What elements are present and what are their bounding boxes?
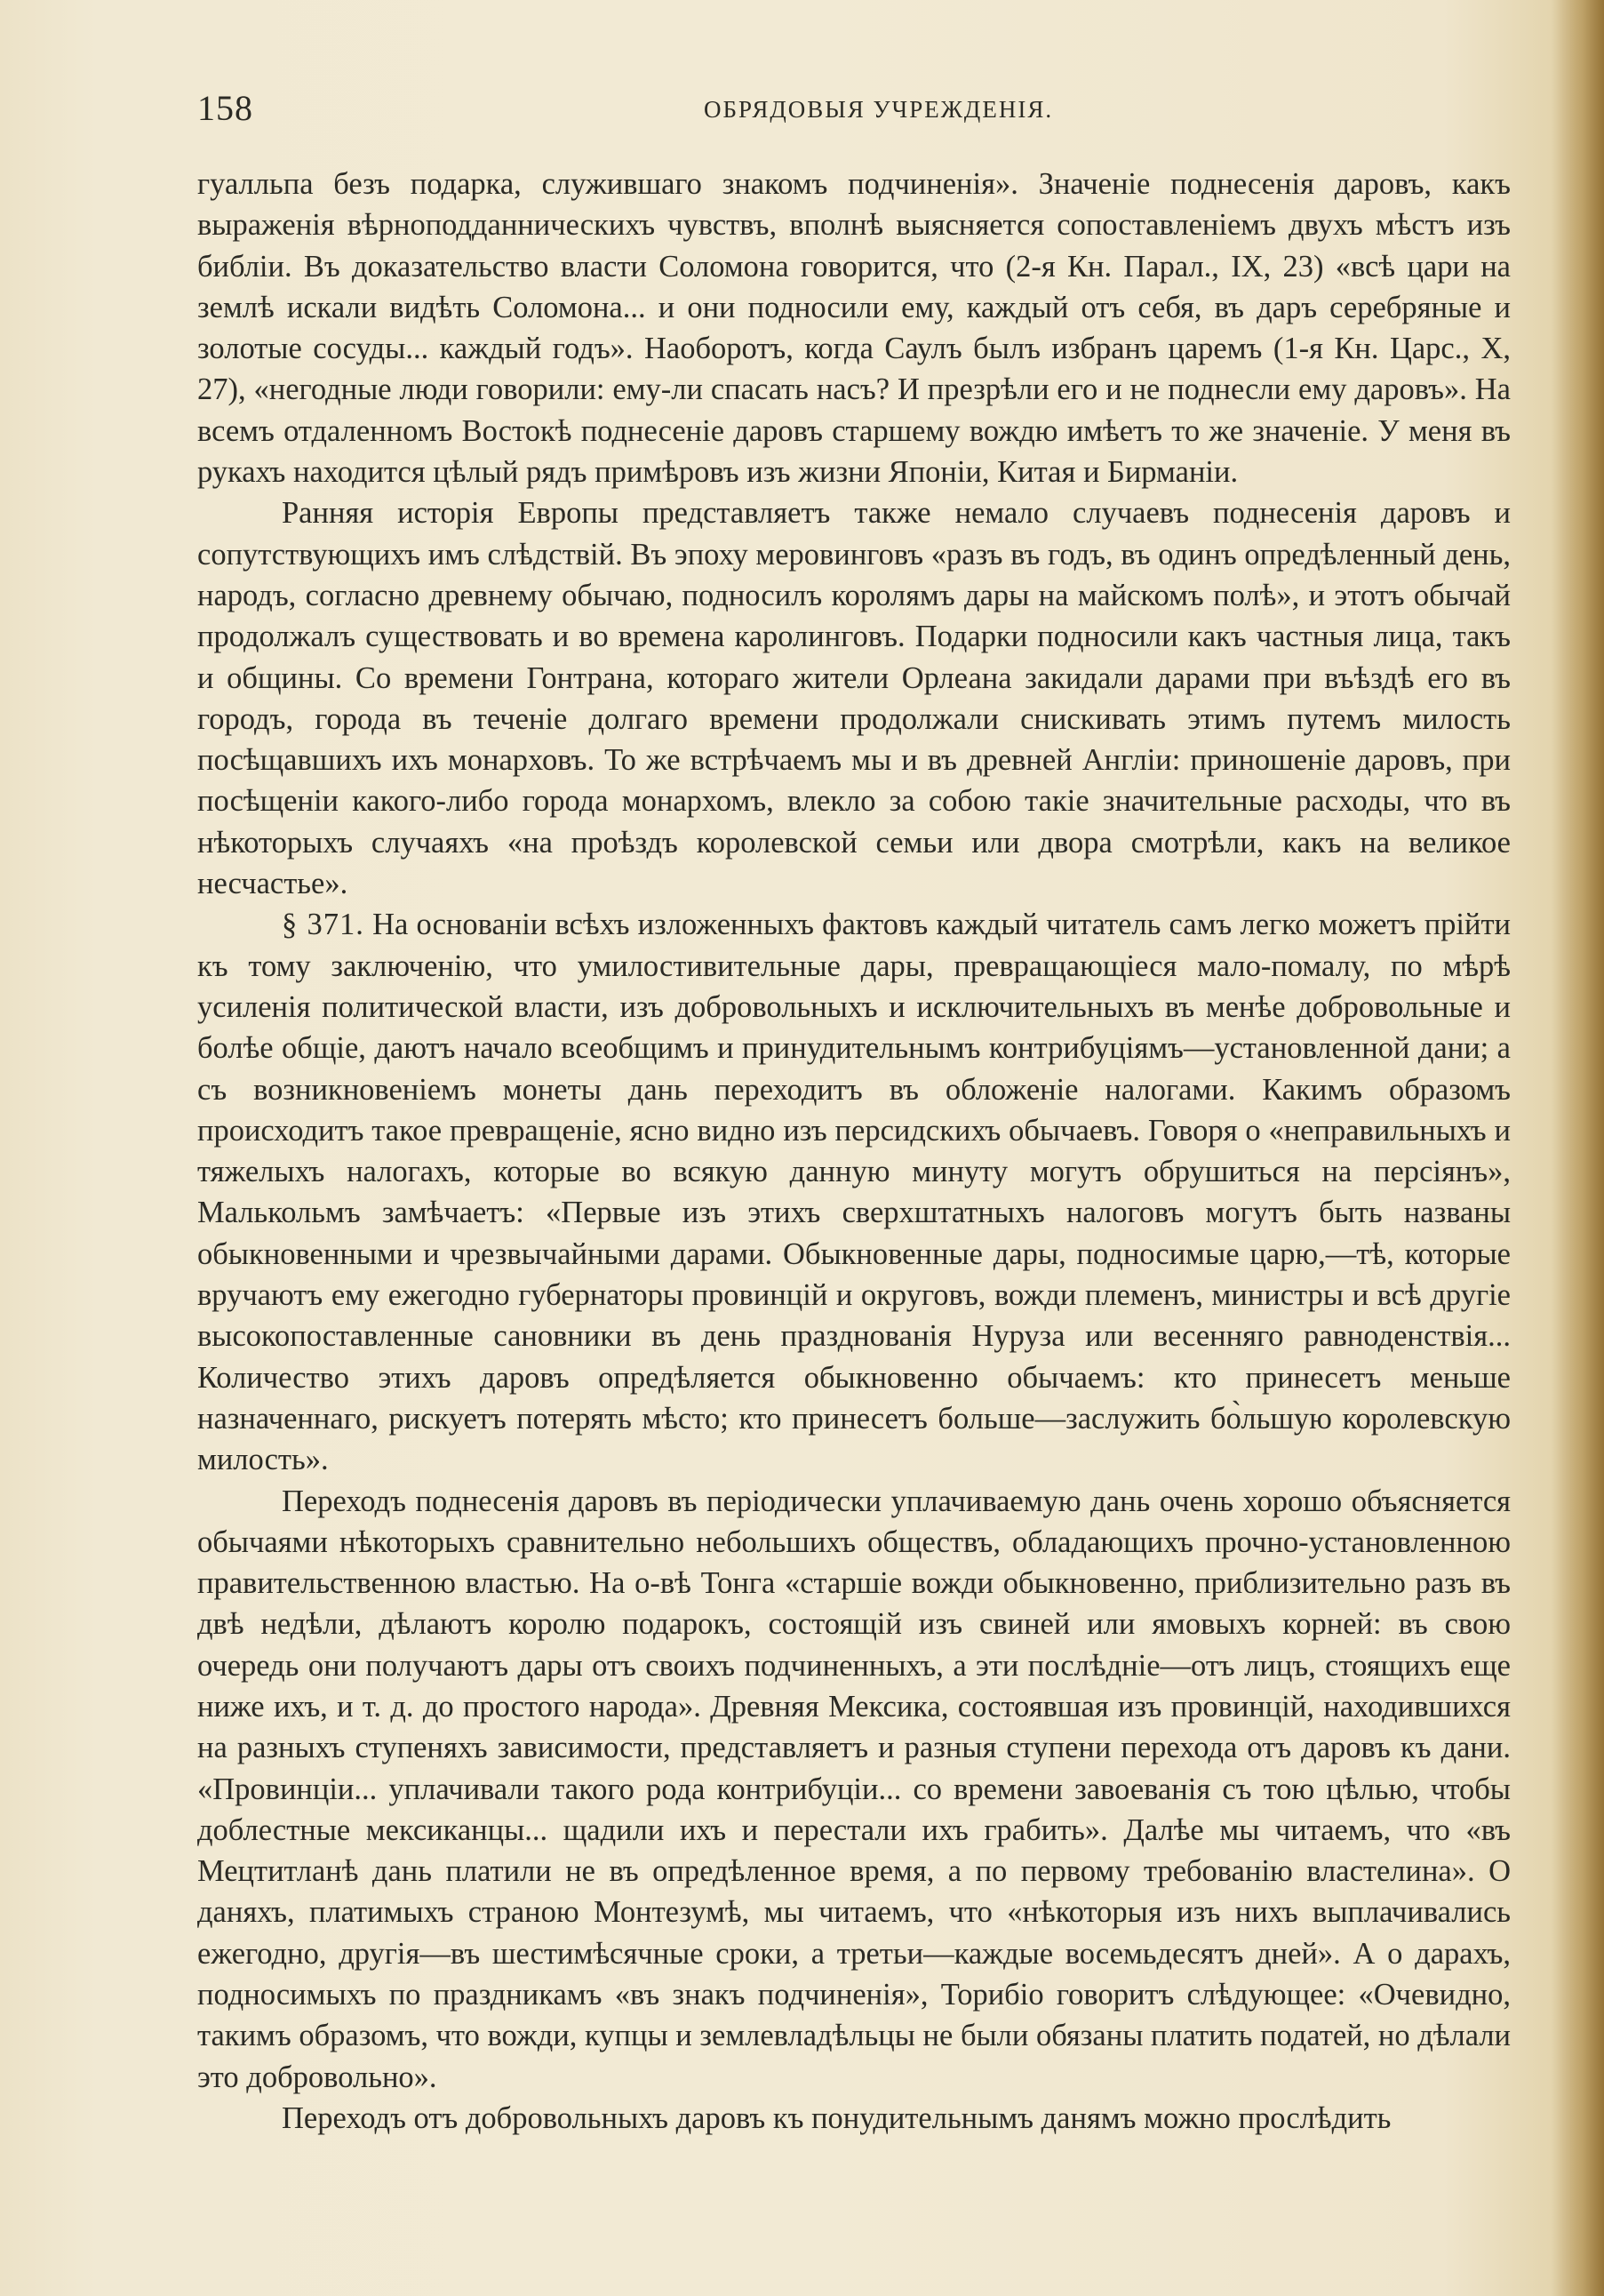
text-body — [197, 164, 1511, 2139]
paragraph — [197, 1481, 1511, 2098]
paragraph — [197, 2098, 1511, 2139]
paragraph-text: Ранняя исторія Европы представляетъ также немало случаевъ поднесенія даровъ и сопутствующихъ имъ слѣдствій. Въ эпоху меровинговъ «разъ въ годъ, въ одинъ опредѣленный день, народъ, согласно древнему обычаю, подносилъ королямъ дары на майскомъ полѣ», и этотъ обычай продолжалъ существовать и во времена каролинговъ. Подарки подносили какъ частныя лица, такъ и общины. Со времени Гонтрана, котораго жители Орлеана закидали дарами при въѣздѣ его въ городъ, города въ теченіе долгаго времени продолжали снискивать этимъ путемъ милость посѣщавшихъ ихъ монарховъ. То же встрѣчаемъ мы и въ древней Англіи: приношеніе даровъ, при посѣщеніи какого-либо города монархомъ, влекло за собою такіе значительные расходы, что въ нѣкоторыхъ случаяхъ «на проѣздъ королевской семьи или двора смотрѣли, какъ на великое несчастье». — [197, 496, 1511, 901]
paragraph — [197, 164, 1511, 492]
paragraph-text: гуалльпа безъ подарка, служившаго знакомъ подчиненія». Значеніе поднесенія даровъ, какъ выраженія вѣрноподданническихъ чувствъ, вполнѣ выясняется сопоставленіемъ двухъ мѣстъ изъ библіи. Въ доказательство власти Соломона говорится, что (2-я Кн. Парал., IX, 23) «всѣ цари на землѣ искали видѣть Соломона... и они подносили ему, каждый отъ себя, въ даръ серебряные и золотые сосуды... каждый годъ». Наоборотъ, когда Саулъ былъ избранъ царемъ (1-я Кн. Царс., X, 27), «негодные люди говорили: ему-ли спасать насъ? И презрѣли его и не поднесли ему даровъ». На всемъ отдаленномъ Востокѣ поднесеніе даровъ старшему вождю имѣетъ то же значеніе. У меня въ рукахъ находится цѣлый рядъ примѣровъ изъ жизни Японіи, Китая и Бирманіи. — [197, 167, 1511, 490]
page-number: 158 — [197, 88, 253, 128]
paragraph-text: На основаніи всѣхъ изложенныхъ фактовъ каждый читатель самъ легко можетъ прійти къ тому заключенію, что умилостивительные дары, превращающіеся мало-помалу, по мѣрѣ усиленія политической власти, изъ добровольныхъ и исключительныхъ въ менѣе добровольные и болѣе общіе, даютъ начало всеобщимъ и принудительнымъ контрибуціямъ—установленной дани; а съ возникновеніемъ монеты дань переходитъ въ обложеніе налогами. Какимъ образомъ происходитъ такое превращеніе, ясно видно изъ персидскихъ обычаевъ. Говоря о «неправильныхъ и тяжелыхъ налогахъ, которые во всякую данную минуту могутъ обрушиться на персіянъ», Малькольмъ замѣчаетъ: «Первые изъ этихъ сверхштатныхъ налоговъ могутъ быть названы обыкновенными и чрезвычайными дарами. Обыкновенные дары, подносимые царю,—тѣ, которые вручаютъ ему ежегодно губернаторы провинцій и округовъ, вожди племенъ, министры и всѣ другіе высокопоставленные сановники въ день празднованія Нуруза или весенняго равноденствія... Количество этихъ даровъ опредѣляется обыкновенно обычаемъ: кто принесетъ меньше назначеннаго, рискуетъ потерять мѣсто; кто принесетъ больше—заслужить бо̀льшую королевскую милость». — [197, 908, 1511, 1477]
paragraph-text: Переходъ отъ добровольныхъ даровъ къ понудительнымъ данямъ можно прослѣдить — [282, 2100, 1392, 2135]
paragraph-text: Переходъ поднесенія даровъ въ періодически уплачиваемую дань очень хорошо объясняется обычаями нѣкоторыхъ сравнительно небольшихъ обществъ, обладающихъ прочно-установленною правительственною властью. На о-вѣ Тонга «старшіе вожди обыкновенно, приблизительно разъ въ двѣ недѣли, дѣлаютъ королю подарокъ, состоящій изъ свиней или ямовыхъ корней: въ свою очередь они получаютъ дары отъ своихъ подчиненныхъ, а эти послѣдніе—отъ лицъ, стоящихъ еще ниже ихъ, и т. д. до простого народа». Древняя Мексика, состоявшая изъ провинцій, находившихся на разныхъ ступеняхъ зависимости, представляетъ и разныя ступени перехода отъ даровъ къ дани. «Провинціи... уплачивали такого рода контрибуціи... со времени завоеванія съ тою цѣлью, чтобы доблестные мексиканцы... щадили ихъ и перестали ихъ грабить». Далѣе мы читаемъ, что «въ Мецтитланѣ дань платили не въ опредѣленное время, а по первому требованію властелина». О даняхъ, платимыхъ страною Монтезумѣ, мы читаемъ, что «нѣкоторыя изъ нихъ выплачивались ежегодно, другія—въ шестимѣсячные сроки, а третьи—каждые восемьдесятъ дней». А о дарахъ, подносимыхъ по праздникамъ «въ знакъ подчиненія», Торибіо говоритъ слѣдующее: «Очевидно, такимъ образомъ, что вожди, купцы и землевладѣльцы не были обязаны платить податей, но дѣлали это добровольно». — [197, 1484, 1512, 2094]
page-edge-shadow — [1551, 0, 1604, 2296]
paragraph — [197, 904, 1511, 1480]
running-head — [197, 87, 1504, 132]
paragraph — [197, 492, 1511, 904]
running-title: ОБРЯДОВЫЯ УЧРЕЖДЕНІЯ. — [704, 96, 1054, 123]
section-number: § 371. — [282, 908, 364, 942]
